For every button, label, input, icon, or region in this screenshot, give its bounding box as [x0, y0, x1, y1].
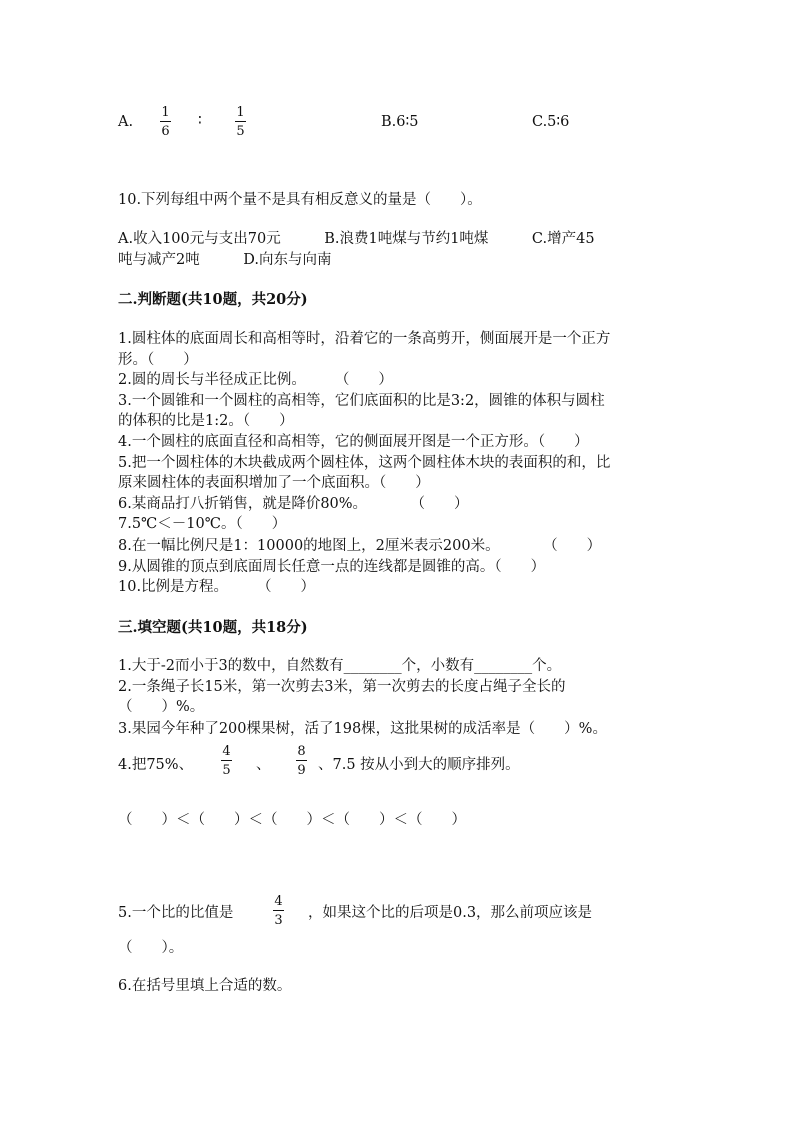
fraction-denominator: 9 [297, 763, 306, 778]
s3-q5-suffix: ，如果这个比的后项是0.3，那么前项应该是 [308, 905, 593, 921]
q9-option-a-label: A. [118, 114, 134, 130]
s3-q5-fraction [273, 895, 284, 927]
q10-stem: 10.下列每组中两个量不是具有相反意义的量是（ ）。 [118, 192, 482, 208]
s3-q1: 1.大于-2而小于3的数中，自然数有________个，小数有________个。 [118, 658, 562, 674]
s2-line: 4.一个圆柱的底面直径和高相等，它的侧面展开图是一个正方形。（ ） [118, 434, 589, 450]
fraction-numerator: 8 [297, 744, 306, 759]
fraction-numerator: 1 [236, 105, 245, 120]
s3-q4-fraction-1 [221, 745, 232, 777]
s3-q6: 6.在括号里填上合适的数。 [118, 978, 292, 994]
s2-line: 形。（ ） [118, 352, 198, 368]
s3-q2-line-1: 2.一条绳子长15米，第一次剪去3米，第一次剪去的长度占绳子全长的 [118, 679, 566, 695]
s2-line: 5.把一个圆柱体的木块截成两个圆柱体，这两个圆柱体木块的表面积的和，比 [118, 455, 611, 471]
s3-q4-answer-blanks: （ ）＜（ ）＜（ ）＜（ ）＜（ ） [118, 812, 466, 828]
s2-line: 9.从圆锥的顶点到底面周长任意一点的连线都是圆锥的高。（ ） [118, 559, 546, 575]
s2-line: 8.在一幅比例尺是1：10000的地图上，2厘米表示200米。 （ ） [118, 538, 602, 554]
s3-q4-prefix: 4.把75%、 [118, 757, 194, 773]
s3-q2-line-2: （ ）%。 [118, 699, 205, 715]
q10-options-line-2: 吨与减产2吨 D.向东与向南 [118, 252, 332, 268]
fraction-denominator: 6 [161, 124, 170, 139]
q9-option-a-colon: ∶ [198, 113, 202, 129]
s3-q4-suffix: 、7.5 按从小到大的顺序排列。 [318, 757, 520, 773]
s3-q5-answer: （ ）。 [118, 940, 184, 956]
fraction-numerator: 4 [222, 744, 231, 759]
s2-line: 的体积的比是1:2。（ ） [118, 413, 294, 429]
s2-line: 10.比例是方程。 （ ） [118, 579, 316, 595]
q9-option-b: B.6∶5 [381, 114, 419, 130]
s2-line: 3.一个圆锥和一个圆柱的高相等，它们底面积的比是3:2，圆锥的体积与圆柱 [118, 393, 605, 409]
s3-q4-fraction-2 [296, 745, 307, 777]
s2-line: 2.圆的周长与半径成正比例。 （ ） [118, 372, 393, 388]
section-3-title: 三.填空题(共10题，共18分) [118, 619, 308, 636]
s3-q4-separator: 、 [256, 757, 271, 773]
s2-line: 6.某商品打八折销售，就是降价80%。 （ ） [118, 496, 469, 512]
s3-q5-prefix: 5.一个比的比值是 [118, 905, 234, 921]
fraction-denominator: 5 [236, 124, 245, 139]
fraction-denominator: 3 [274, 913, 283, 928]
section-2-title: 二.判断题(共10题，共20分) [118, 291, 308, 308]
s2-line: 7.5℃＜－10℃。（ ） [118, 516, 287, 532]
q9-option-c: C.5∶6 [532, 114, 570, 130]
s3-q3: 3.果园今年种了200棵果树，活了198棵，这批果树的成活率是（ ）%。 [118, 721, 607, 737]
q10-options-line-1: A.收入100元与支出70元 B.浪费1吨煤与节约1吨煤 C.增产45 [118, 231, 595, 247]
q9-option-a-fraction-2 [235, 106, 246, 138]
q9-option-a-fraction-1 [160, 106, 171, 138]
s2-line: 1.圆柱体的底面周长和高相等时，沿着它的一条高剪开，侧面展开是一个正方 [118, 331, 611, 347]
fraction-denominator: 5 [222, 763, 231, 778]
fraction-numerator: 1 [161, 105, 170, 120]
fraction-numerator: 4 [274, 894, 283, 909]
s2-line: 原来圆柱体的表面积增加了一个底面积。（ ） [118, 475, 430, 491]
